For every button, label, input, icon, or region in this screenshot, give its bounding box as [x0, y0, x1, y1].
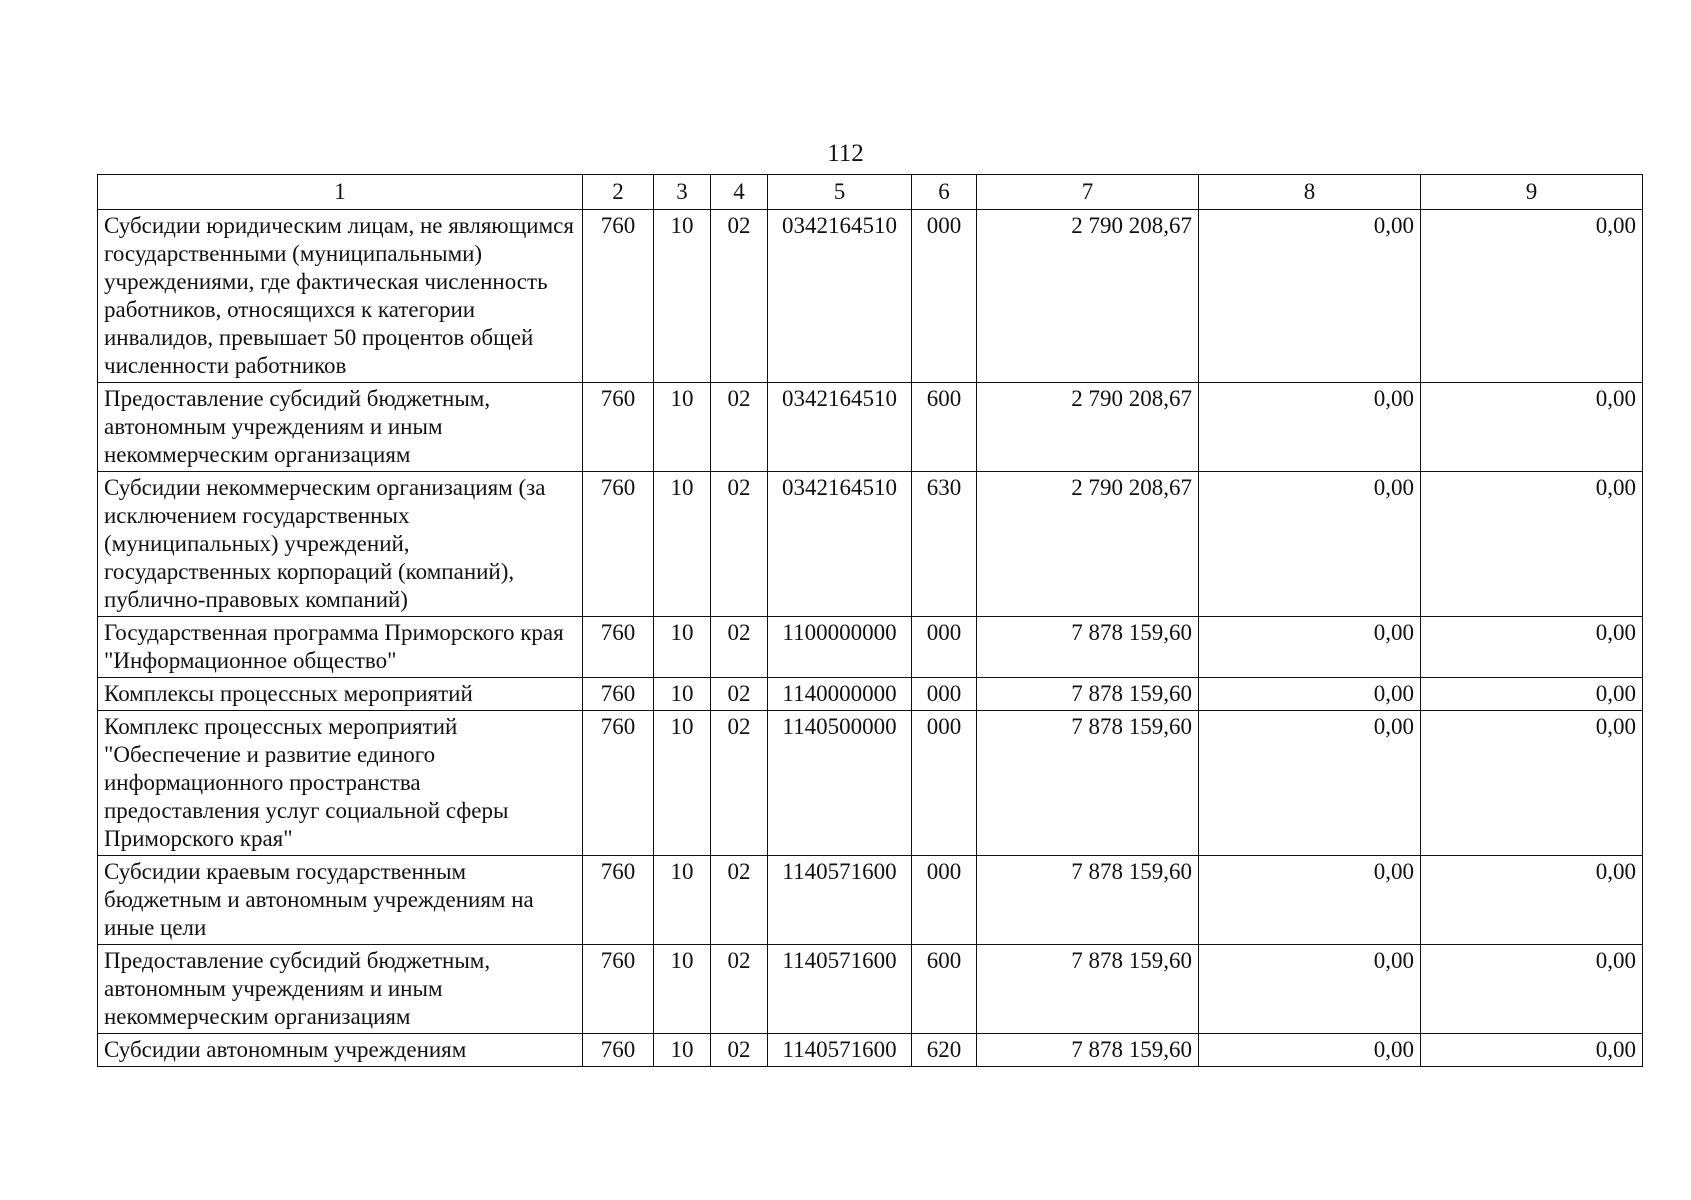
column-header-6: 6 [912, 175, 977, 210]
cell-subsection: 02 [711, 945, 768, 1034]
cell-amount-col9: 0,00 [1421, 210, 1643, 383]
row-description: Субсидии юридическим лицам, не являющимся государственными (муниципальными) учреждениями, где фактическая численность работников, относящихся к категории инвалидов, превышает 50 процентов общей численности работников [98, 210, 583, 383]
cell-subsection: 02 [711, 711, 768, 856]
table-row [98, 1034, 1643, 1067]
cell-amount-col9: 0,00 [1421, 472, 1643, 617]
cell-section: 10 [654, 945, 711, 1034]
cell-section: 10 [654, 617, 711, 678]
table-row [98, 383, 1643, 472]
cell-ved: 760 [583, 617, 654, 678]
cell-subsection: 02 [711, 472, 768, 617]
cell-section: 10 [654, 856, 711, 945]
column-header-3: 3 [654, 175, 711, 210]
cell-amount-col9: 0,00 [1421, 711, 1643, 856]
cell-amount-col9: 0,00 [1421, 617, 1643, 678]
cell-target-article: 1140000000 [768, 678, 912, 711]
table-row [98, 945, 1643, 1034]
cell-amount-col7: 7 878 159,60 [977, 856, 1199, 945]
row-description: Субсидии автономным учреждениям [98, 1034, 583, 1067]
row-description: Предоставление субсидий бюджетным, автономным учреждениям и иным некоммерческим организациям [98, 945, 583, 1034]
cell-amount-col7: 2 790 208,67 [977, 383, 1199, 472]
cell-amount-col8: 0,00 [1199, 617, 1421, 678]
row-description: Субсидии некоммерческим организациям (за исключением государственных (муниципальных) учреждений, государственных корпораций (компаний), публично-правовых компаний) [98, 472, 583, 617]
column-header-9: 9 [1421, 175, 1643, 210]
cell-expense-type: 000 [912, 856, 977, 945]
cell-amount-col8: 0,00 [1199, 210, 1421, 383]
cell-expense-type: 000 [912, 617, 977, 678]
cell-amount-col7: 7 878 159,60 [977, 678, 1199, 711]
column-header-5: 5 [768, 175, 912, 210]
cell-subsection: 02 [711, 383, 768, 472]
column-header-7: 7 [977, 175, 1199, 210]
cell-amount-col8: 0,00 [1199, 856, 1421, 945]
cell-expense-type: 620 [912, 1034, 977, 1067]
cell-target-article: 0342164510 [768, 210, 912, 383]
cell-subsection: 02 [711, 678, 768, 711]
column-header-8: 8 [1199, 175, 1421, 210]
cell-amount-col8: 0,00 [1199, 472, 1421, 617]
cell-amount-col7: 7 878 159,60 [977, 945, 1199, 1034]
table-row [98, 856, 1643, 945]
cell-amount-col7: 7 878 159,60 [977, 617, 1199, 678]
cell-ved: 760 [583, 945, 654, 1034]
cell-expense-type: 600 [912, 945, 977, 1034]
cell-subsection: 02 [711, 617, 768, 678]
table-row [98, 617, 1643, 678]
cell-expense-type: 600 [912, 383, 977, 472]
cell-amount-col7: 2 790 208,67 [977, 472, 1199, 617]
cell-amount-col7: 2 790 208,67 [977, 210, 1199, 383]
cell-ved: 760 [583, 383, 654, 472]
cell-target-article: 1140571600 [768, 945, 912, 1034]
cell-target-article: 0342164510 [768, 472, 912, 617]
cell-expense-type: 000 [912, 678, 977, 711]
cell-ved: 760 [583, 210, 654, 383]
cell-ved: 760 [583, 856, 654, 945]
cell-amount-col8: 0,00 [1199, 383, 1421, 472]
cell-amount-col9: 0,00 [1421, 383, 1643, 472]
cell-target-article: 0342164510 [768, 383, 912, 472]
cell-expense-type: 630 [912, 472, 977, 617]
row-description: Предоставление субсидий бюджетным, автономным учреждениям и иным некоммерческим организациям [98, 383, 583, 472]
cell-amount-col7: 7 878 159,60 [977, 711, 1199, 856]
cell-amount-col8: 0,00 [1199, 678, 1421, 711]
cell-amount-col9: 0,00 [1421, 1034, 1643, 1067]
cell-amount-col9: 0,00 [1421, 678, 1643, 711]
cell-section: 10 [654, 678, 711, 711]
cell-ved: 760 [583, 1034, 654, 1067]
row-description: Комплекс процессных мероприятий "Обеспечение и развитие единого информационного пространства предоставления услуг социальной сферы Приморского края" [98, 711, 583, 856]
table-row [98, 210, 1643, 383]
cell-subsection: 02 [711, 210, 768, 383]
cell-amount-col8: 0,00 [1199, 1034, 1421, 1067]
row-description: Государственная программа Приморского края "Информационное общество" [98, 617, 583, 678]
cell-ved: 760 [583, 472, 654, 617]
cell-expense-type: 000 [912, 210, 977, 383]
cell-ved: 760 [583, 678, 654, 711]
table-row [98, 472, 1643, 617]
cell-ved: 760 [583, 711, 654, 856]
cell-amount-col9: 0,00 [1421, 945, 1643, 1034]
cell-target-article: 1100000000 [768, 617, 912, 678]
cell-amount-col7: 7 878 159,60 [977, 1034, 1199, 1067]
cell-target-article: 1140571600 [768, 1034, 912, 1067]
cell-target-article: 1140500000 [768, 711, 912, 856]
cell-section: 10 [654, 1034, 711, 1067]
cell-section: 10 [654, 210, 711, 383]
cell-section: 10 [654, 383, 711, 472]
cell-amount-col8: 0,00 [1199, 945, 1421, 1034]
row-description: Комплексы процессных мероприятий [98, 678, 583, 711]
column-header-4: 4 [711, 175, 768, 210]
row-description: Субсидии краевым государственным бюджетным и автономным учреждениям на иные цели [98, 856, 583, 945]
table-row [98, 678, 1643, 711]
column-header-1: 1 [98, 175, 583, 210]
table-row [98, 711, 1643, 856]
cell-amount-col8: 0,00 [1199, 711, 1421, 856]
header-row [98, 175, 1643, 210]
cell-target-article: 1140571600 [768, 856, 912, 945]
cell-subsection: 02 [711, 856, 768, 945]
cell-section: 10 [654, 472, 711, 617]
cell-section: 10 [654, 711, 711, 856]
budget-table [97, 174, 1643, 1067]
cell-subsection: 02 [711, 1034, 768, 1067]
cell-amount-col9: 0,00 [1421, 856, 1643, 945]
page-number: 112 [827, 140, 864, 167]
cell-expense-type: 000 [912, 711, 977, 856]
column-header-2: 2 [583, 175, 654, 210]
